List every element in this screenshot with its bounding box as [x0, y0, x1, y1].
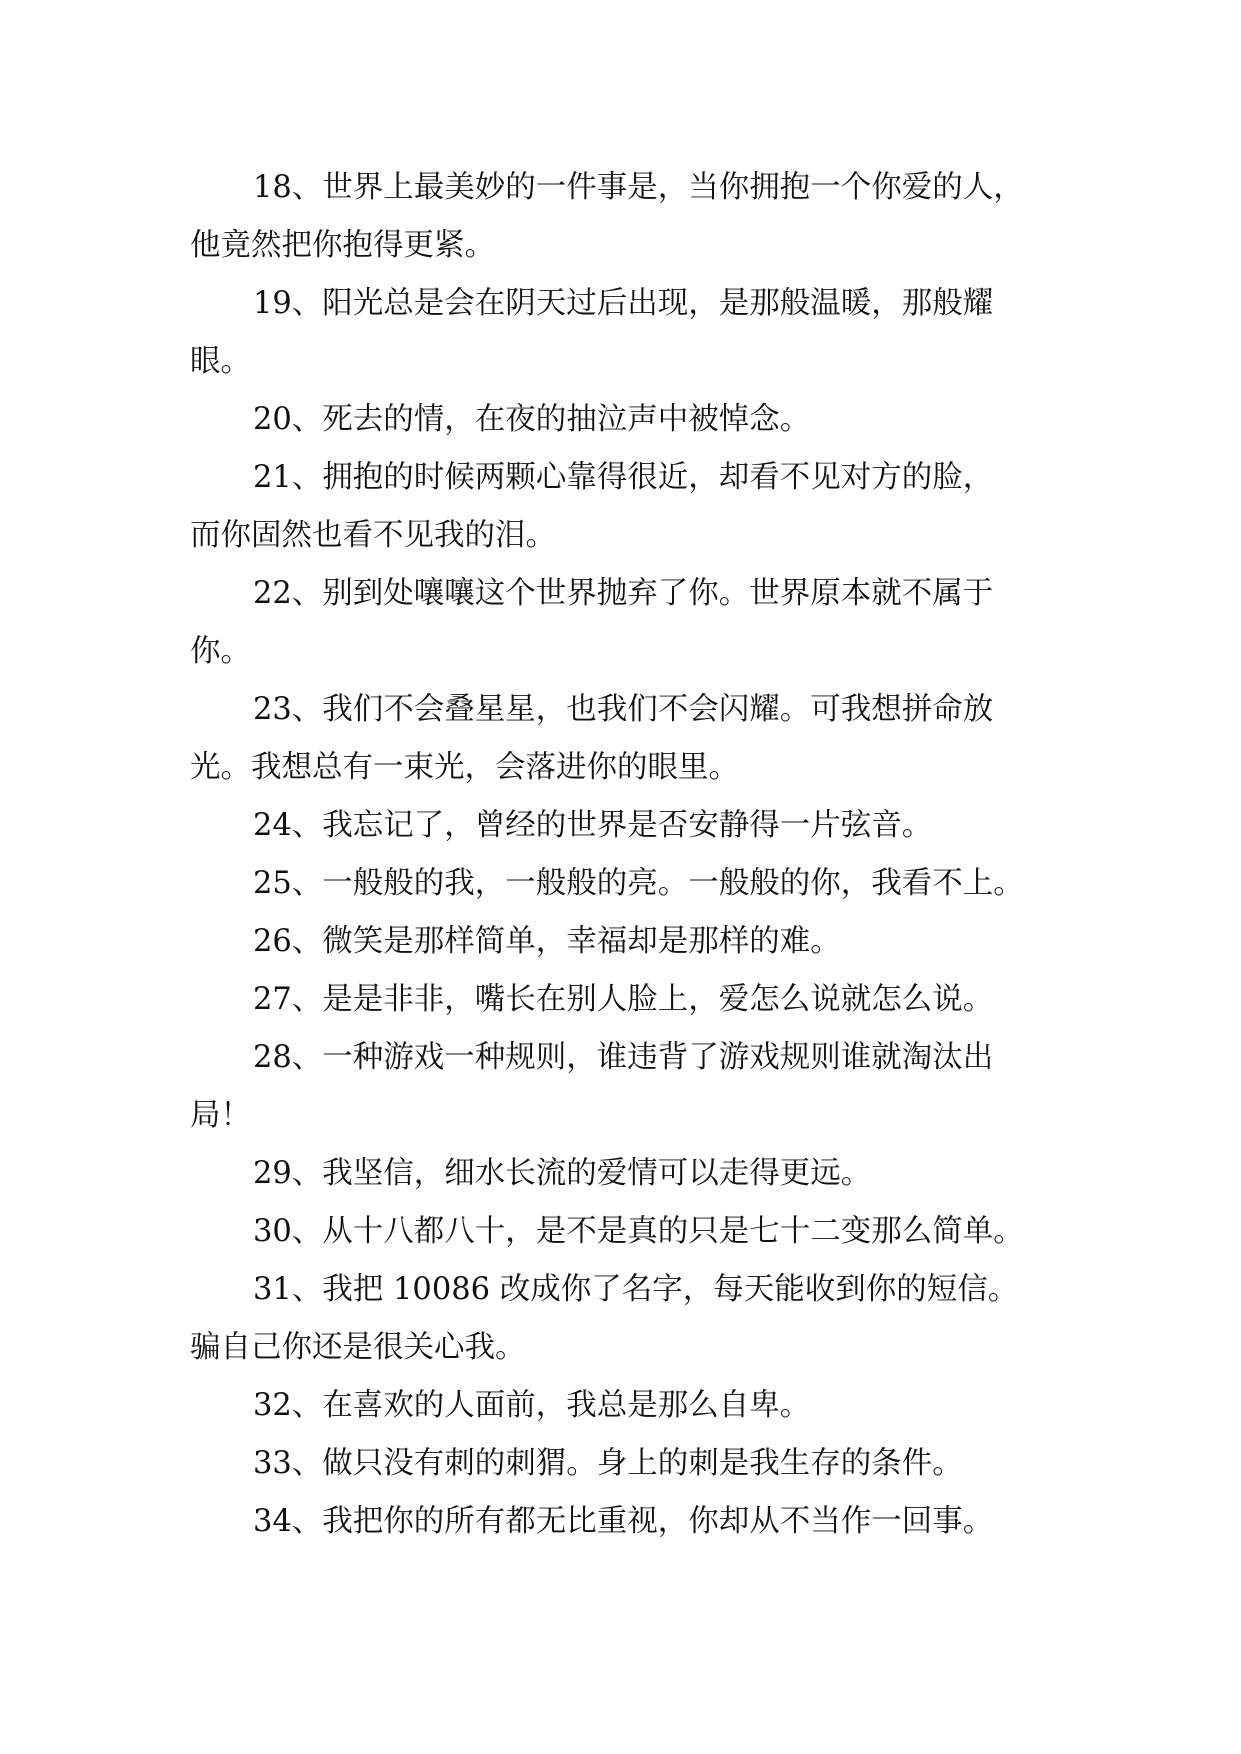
text-line: 18、世界上最美妙的一件事是，当你拥抱一个你爱的人，: [253, 170, 1024, 205]
text-line: 34、我把你的所有都无比重视，你却从不当作一回事。: [253, 1504, 994, 1539]
text-line: 23、我们不会叠星星，也我们不会闪耀。可我想拼命放: [253, 692, 994, 727]
text-line: 27、是是非非，嘴长在别人脸上，爱怎么说就怎么说。: [253, 982, 994, 1017]
text-line: 21、拥抱的时候两颗心靠得很近，却看不见对方的脸，: [253, 460, 994, 495]
text-line: 眼。: [190, 344, 251, 379]
text-line: 28、一种游戏一种规则，谁违背了游戏规则谁就淘汰出: [253, 1040, 994, 1075]
text-line: 32、在喜欢的人面前，我总是那么自卑。: [253, 1388, 811, 1423]
text-line: 光。我想总有一束光，会落进你的眼里。: [190, 750, 739, 785]
text-line: 24、我忘记了，曾经的世界是否安静得一片弦音。: [253, 808, 933, 843]
text-line: 29、我坚信，细水长流的爱情可以走得更远。: [253, 1156, 872, 1191]
text-line: 31、我把 10086 改成你了名字，每天能收到你的短信。: [253, 1272, 1019, 1307]
text-line: 19、阳光总是会在阴天过后出现，是那般温暖，那般耀: [253, 286, 994, 321]
text-line: 局！: [190, 1098, 251, 1133]
text-line: 33、做只没有刺的刺猬。身上的刺是我生存的条件。: [253, 1446, 963, 1481]
text-line: 30、从十八都八十，是不是真的只是七十二变那么简单。: [253, 1214, 1024, 1249]
text-line: 而你固然也看不见我的泪。: [190, 518, 556, 553]
text-line: 22、别到处嚷嚷这个世界抛弃了你。世界原本就不属于: [253, 576, 994, 611]
text-line: 你。: [190, 634, 251, 669]
text-line: 26、微笑是那样简单，幸福却是那样的难。: [253, 924, 841, 959]
text-line: 他竟然把你抱得更紧。: [190, 228, 495, 263]
text-line: 骗自己你还是很关心我。: [190, 1330, 526, 1365]
body-text: [190, 159, 1080, 1551]
text-line: 25、一般般的我，一般般的亮。一般般的你，我看不上。: [253, 866, 1024, 901]
text-line: 20、死去的情，在夜的抽泣声中被悼念。: [253, 402, 811, 437]
